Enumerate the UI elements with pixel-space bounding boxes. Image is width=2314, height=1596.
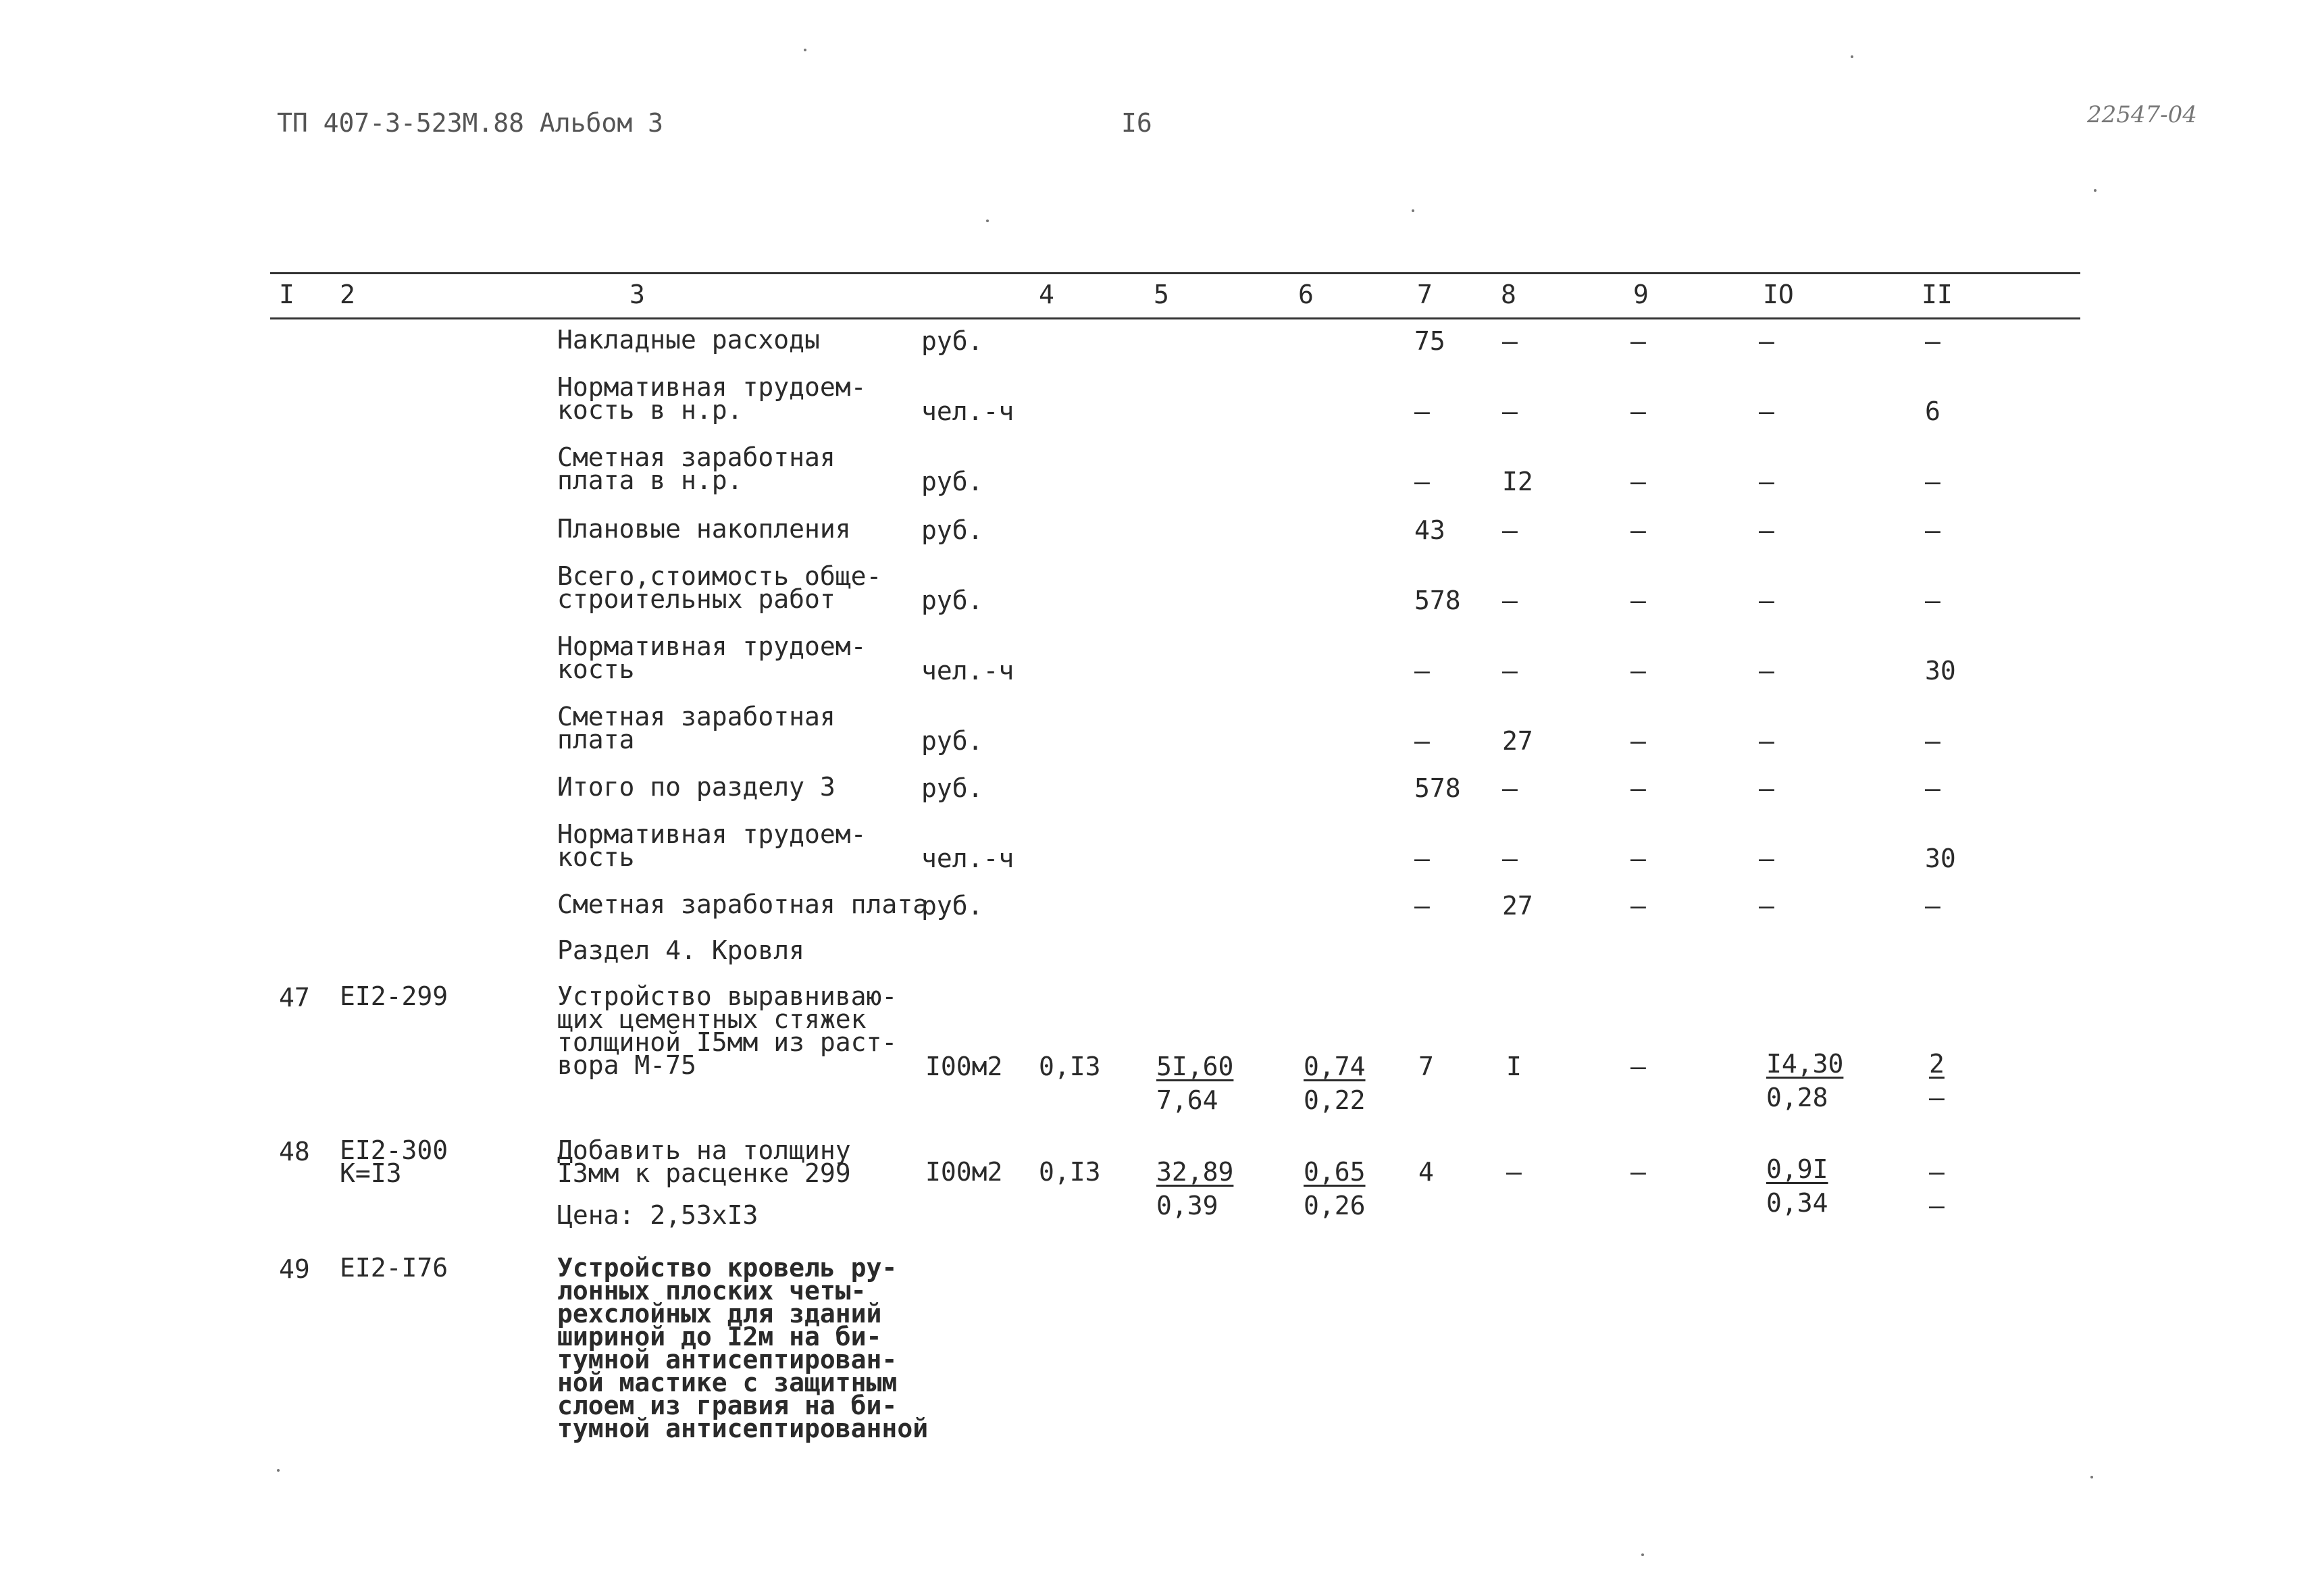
item-col8: –	[1506, 1157, 1522, 1187]
item-col11-top: 2	[1929, 1049, 1945, 1079]
item-col10-bottom: 0,28	[1766, 1083, 1828, 1112]
column-header-10: IO	[1763, 280, 1794, 309]
column-header-9: 9	[1633, 280, 1649, 309]
item-unit: I00м2	[925, 1052, 1003, 1081]
row-col7: 578	[1414, 586, 1461, 615]
row-col10: –	[1759, 586, 1774, 615]
row-unit: руб.	[921, 586, 983, 615]
scan-speck	[986, 220, 989, 222]
row-name: Сметная заработная плата	[557, 702, 835, 754]
row-name: Плановые накопления	[557, 514, 851, 544]
row-col10: –	[1759, 773, 1774, 803]
row-col7: –	[1414, 844, 1430, 873]
column-header-1: I	[279, 280, 294, 309]
row-col9: –	[1630, 656, 1646, 686]
row-col8: –	[1502, 326, 1518, 356]
row-name: Нормативная трудоем- кость	[557, 819, 867, 872]
row-col8: –	[1502, 586, 1518, 615]
item-col7: 4	[1418, 1157, 1434, 1187]
archive-cipher: 22547-04	[2087, 101, 2197, 128]
row-col7: 43	[1414, 515, 1445, 545]
row-unit: руб.	[921, 726, 983, 756]
document-reference: ТП 407-3-523М.88 Альбом 3	[277, 108, 663, 138]
item-col6-top: 0,74	[1304, 1052, 1366, 1081]
row-col7: –	[1414, 396, 1430, 426]
row-name: Нормативная трудоем- кость в н.р.	[557, 372, 867, 425]
item-description: Устройство кровель ру- лонных плоских четы- рехслойных для зданий шириной до I2м на би- тумной антисептирован- ной мастике с защитным слоем из гравия на би- тумной антисептированной	[557, 1253, 929, 1443]
row-col7: –	[1414, 726, 1430, 756]
row-col9: –	[1630, 326, 1646, 356]
row-name: Нормативная трудоем- кость	[557, 632, 867, 684]
row-col11: –	[1925, 586, 1940, 615]
row-col10: –	[1759, 326, 1774, 356]
column-header-7: 7	[1417, 280, 1433, 309]
row-col9: –	[1630, 396, 1646, 426]
row-col11: –	[1925, 773, 1940, 803]
scan-speck	[1851, 55, 1853, 58]
item-description: Устройство выравниваю- щих цементных стяжек толщиной I5мм из раст- вора М-75	[557, 981, 898, 1080]
row-col10: –	[1759, 844, 1774, 873]
row-col10: –	[1759, 396, 1774, 426]
item-col9: –	[1630, 1052, 1646, 1081]
row-col7: 578	[1414, 773, 1461, 803]
row-col10: –	[1759, 656, 1774, 686]
row-col11: 30	[1925, 656, 1956, 686]
row-col9: –	[1630, 586, 1646, 615]
item-col7: 7	[1418, 1052, 1434, 1081]
item-col6-bottom: 0,22	[1304, 1085, 1366, 1115]
scan-speck	[804, 49, 806, 51]
row-unit: чел.-ч	[921, 396, 1014, 426]
row-col9: –	[1630, 726, 1646, 756]
row-col8: 27	[1502, 891, 1533, 921]
item-col11-bottom: –	[1929, 1083, 1945, 1112]
row-col7: 75	[1414, 326, 1445, 356]
row-col8: I2	[1502, 467, 1533, 496]
row-col10: –	[1759, 891, 1774, 921]
column-header-8: 8	[1501, 280, 1516, 309]
item-col9: –	[1630, 1157, 1646, 1187]
item-col5-top: 5I,60	[1156, 1052, 1234, 1081]
item-col11-top: –	[1929, 1157, 1945, 1187]
row-unit: чел.-ч	[921, 656, 1014, 686]
row-col8: –	[1502, 844, 1518, 873]
row-col7: –	[1414, 891, 1430, 921]
row-unit: руб.	[921, 326, 983, 356]
row-name: Итого по разделу 3	[557, 772, 835, 802]
column-header-4: 4	[1039, 280, 1054, 309]
item-col10-top: 0,9I	[1766, 1154, 1828, 1184]
row-col9: –	[1630, 467, 1646, 496]
row-col11: –	[1925, 326, 1940, 356]
row-col8: –	[1502, 396, 1518, 426]
row-col9: –	[1630, 773, 1646, 803]
row-unit: руб.	[921, 515, 983, 545]
item-quantity: 0,I3	[1039, 1157, 1101, 1187]
row-col9: –	[1630, 891, 1646, 921]
item-number: 47	[279, 983, 310, 1012]
row-col11: 30	[1925, 844, 1956, 873]
row-unit: чел.-ч	[921, 844, 1014, 873]
row-col8: –	[1502, 515, 1518, 545]
scan-speck	[1412, 209, 1414, 212]
row-col10: –	[1759, 467, 1774, 496]
row-col11: –	[1925, 467, 1940, 496]
column-header-5: 5	[1154, 280, 1169, 309]
row-col11: –	[1925, 726, 1940, 756]
scan-speck	[1641, 1553, 1644, 1556]
scan-speck	[277, 1469, 280, 1472]
row-col10: –	[1759, 726, 1774, 756]
item-number: 49	[279, 1254, 310, 1284]
page-number: I6	[1121, 108, 1152, 138]
column-header-3: 3	[629, 280, 645, 309]
table-top-rule	[270, 272, 2080, 274]
item-col5-top: 32,89	[1156, 1157, 1234, 1187]
item-col6-top: 0,65	[1304, 1157, 1366, 1187]
row-unit: руб.	[921, 467, 983, 496]
scan-speck	[2090, 1476, 2093, 1478]
row-col8: –	[1502, 656, 1518, 686]
scan-speck	[2094, 189, 2097, 192]
row-col11: –	[1925, 515, 1940, 545]
column-header-2: 2	[340, 280, 355, 309]
row-name: Накладные расходы	[557, 325, 820, 355]
item-number: 48	[279, 1137, 310, 1166]
item-col10-top: I4,30	[1766, 1049, 1844, 1079]
row-col11: –	[1925, 891, 1940, 921]
item-code: EI2-299	[340, 981, 448, 1011]
row-col8: 27	[1502, 726, 1533, 756]
row-col11: 6	[1925, 396, 1940, 426]
item-col8: I	[1506, 1052, 1522, 1081]
item-unit: I00м2	[925, 1157, 1003, 1187]
item-col5-bottom: 0,39	[1156, 1191, 1218, 1220]
row-name: Сметная заработная плата	[557, 890, 929, 919]
row-name: Сметная заработная плата в н.р.	[557, 442, 835, 495]
item-col6-bottom: 0,26	[1304, 1191, 1366, 1220]
row-col7: –	[1414, 467, 1430, 496]
row-unit: руб.	[921, 891, 983, 921]
item-quantity: 0,I3	[1039, 1052, 1101, 1081]
item-price-note: Цена: 2,53xI3	[557, 1200, 759, 1230]
table-header-rule	[270, 317, 2080, 319]
item-code: EI2-I76	[340, 1253, 448, 1283]
column-header-6: 6	[1298, 280, 1314, 309]
item-col5-bottom: 7,64	[1156, 1085, 1218, 1115]
item-code: EI2-300 K=I3	[340, 1135, 448, 1188]
row-col9: –	[1630, 515, 1646, 545]
section-heading: Раздел 4. Кровля	[557, 935, 805, 965]
row-name: Всего,стоимость обще- строительных работ	[557, 561, 882, 614]
row-col9: –	[1630, 844, 1646, 873]
item-description: Добавить на толщину I3мм к расценке 299	[557, 1135, 851, 1188]
row-col7: –	[1414, 656, 1430, 686]
column-header-11: II	[1922, 280, 1953, 309]
item-col10-bottom: 0,34	[1766, 1188, 1828, 1218]
row-col8: –	[1502, 773, 1518, 803]
row-unit: руб.	[921, 773, 983, 803]
item-col11-bottom: –	[1929, 1191, 1945, 1220]
row-col10: –	[1759, 515, 1774, 545]
